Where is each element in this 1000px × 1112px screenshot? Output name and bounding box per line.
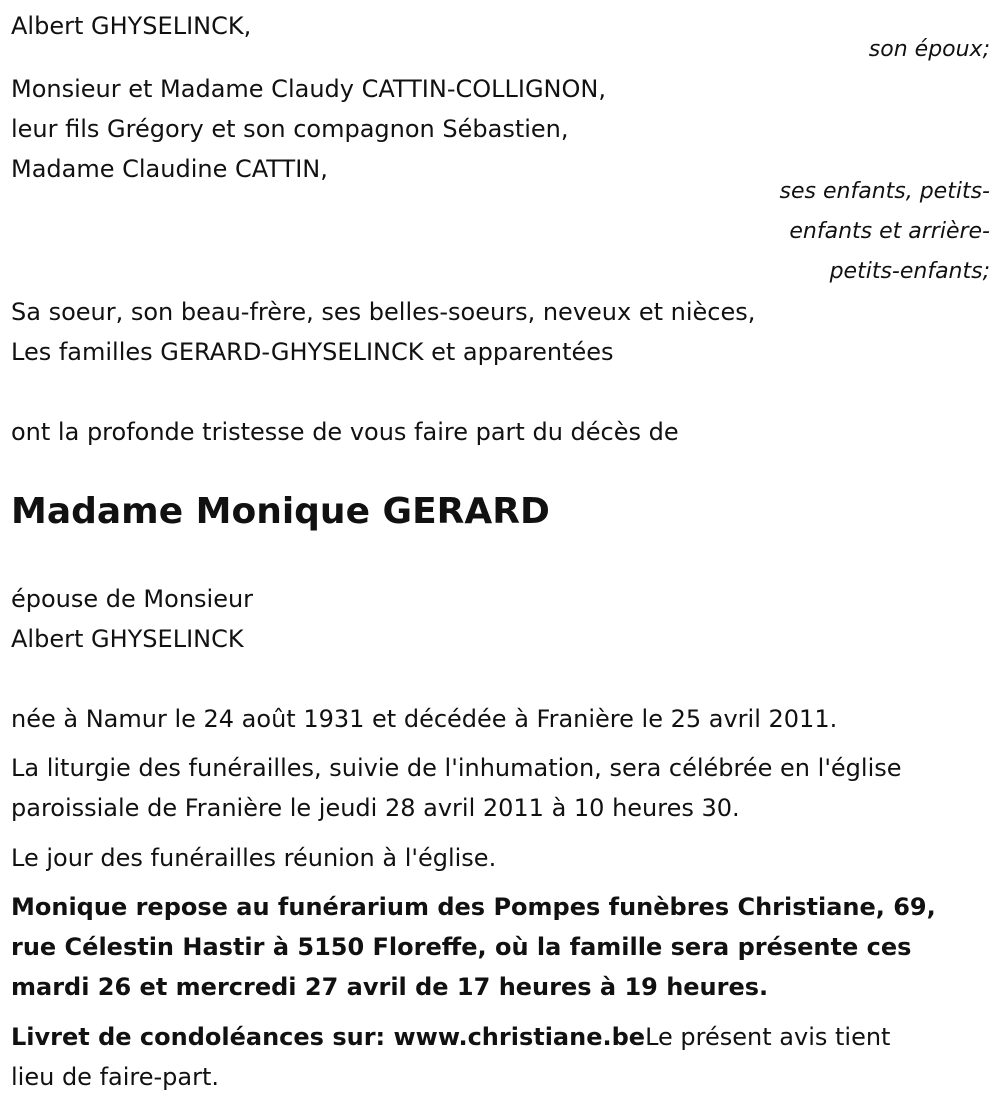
birth-death: née à Namur le 24 août 1931 et décédée à Franière le 25 avril 2011.	[11, 705, 838, 733]
children-line-2: leur fils Grégory et son compagnon Sébastien,	[11, 115, 569, 143]
spouse-line-1: épouse de Monsieur	[11, 585, 254, 613]
spouse-line-2: Albert GHYSELINCK	[11, 625, 244, 653]
meeting: Le jour des funérailles réunion à l'église.	[11, 844, 497, 872]
husband-role: son époux;	[868, 37, 990, 62]
husband-name: Albert GHYSELINCK,	[11, 12, 252, 40]
children-role-line-2: enfants et arrière-	[789, 219, 990, 244]
children-line-3: Madame Claudine CATTIN,	[11, 155, 328, 183]
rest-line-2: rue Célestin Hastir à 5150 Floreffe, où la famille sera présente ces	[11, 933, 912, 961]
condolence-line-1	[11, 1022, 890, 1052]
condolence-line-2: lieu de faire-part.	[11, 1063, 220, 1091]
deceased-name: Madame Monique GERARD	[11, 491, 550, 532]
rest-line-3: mardi 26 et mercredi 27 avril de 17 heures à 19 heures.	[11, 973, 769, 1001]
children-line-1: Monsieur et Madame Claudy CATTIN-COLLIGNON,	[11, 75, 606, 103]
others-line-1: Sa soeur, son beau-frère, ses belles-soeurs, neveux et nièces,	[11, 298, 756, 326]
others-line-2: Les familles GERARD-GHYSELINCK et apparentées	[11, 338, 614, 366]
children-role-line-3: petits-enfants;	[829, 259, 990, 284]
liturgy-line-1: La liturgie des funérailles, suivie de l'inhumation, sera célébrée en l'église	[11, 754, 902, 782]
condolence-link: Livret de condoléances sur: www.christiane.be	[11, 1023, 646, 1051]
condolence-rest: Le présent avis tient	[645, 1023, 891, 1051]
rest-line-1: Monique repose au funérarium des Pompes funèbres Christiane, 69,	[11, 893, 936, 921]
children-role-line-1: ses enfants, petits-	[779, 179, 990, 204]
announcement: ont la profonde tristesse de vous faire part du décès de	[11, 418, 679, 446]
liturgy-line-2: paroissiale de Franière le jeudi 28 avril 2011 à 10 heures 30.	[11, 794, 740, 822]
